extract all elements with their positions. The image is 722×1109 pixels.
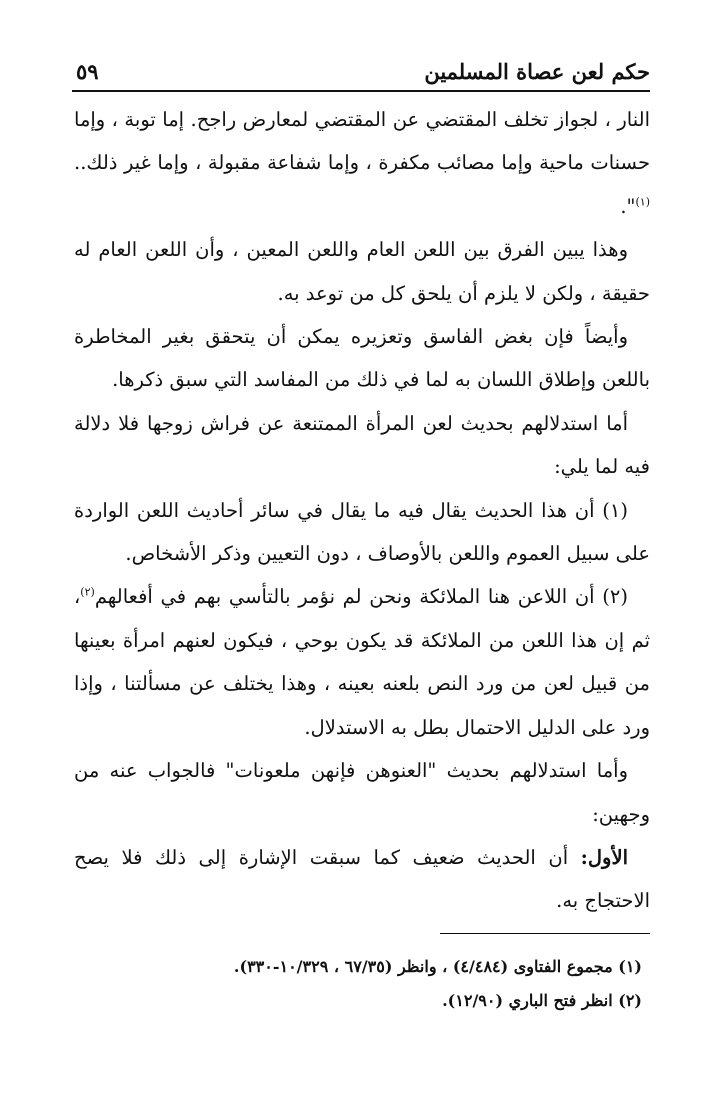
paragraph-8 [74,836,650,923]
footnote-2: (٢) انظر فتح الباري (١٢/٩٠). [442,991,642,1010]
paragraph-1-end: ". [620,194,636,218]
footnote-ref-1[interactable]: (١) [635,195,650,209]
paragraph-6-start: (٢) أن اللاعن هنا الملائكة ونحن لم نؤمر بالتأسي بهم في أفعالهم [94,585,628,609]
paragraph-6-end: ، ثم إن هذا اللعن من الملائكة قد يكون بوحي ، فيكون لعنهم امرأة بعينها من قبيل لعن من ورد النص بلعنه بعينه ، وهذا يختلف عن مسألتنا ، وإذا ورد على الدليل الاحتمال بطل به الاستدلال. [74,585,650,739]
paragraph-4: أما استدلالهم بحديث لعن المرأة الممتنعة عن فراش زوجها فلا دلالة فيه لما يلي: [74,411,650,479]
paragraph-1-text: النار ، لجواز تخلف المقتضي عن المقتضي لمعارض راجح. إما توبة ، وإما حسنات ماحية وإما مصائب مكفرة ، وإما شفاعة مقبولة ، وإما غير ذلك.. [74,108,650,175]
running-title: حكم لعن عصاة المسلمين [424,58,650,84]
footnote-divider [440,933,650,934]
paragraph-5: (١) أن هذا الحديث يقال فيه ما يقال في سائر أحاديث اللعن الواردة على سبيل العموم واللعن بالأوصاف ، دون التعيين وذكر الأشخاص. [74,498,650,566]
paragraph-2: وهذا يبين الفرق بين اللعن العام واللعن المعين ، وأن اللعن العام له حقيقة ، ولكن لا يلزم أن يلحق كل من توعد به. [74,238,650,305]
paragraph-8-text: أن الحديث ضعيف كما سبقت الإشارة إلى ذلك فلا يصح الاحتجاج به. [74,845,650,913]
paragraph-8-label: الأول: [580,845,628,869]
header-divider [72,90,650,92]
footnotes [74,950,642,1018]
paragraph-6 [74,575,650,749]
paragraph-3: وأيضاً فإن بغض الفاسق وتعزيره يمكن أن يتحقق بغير المخاطرة باللعن وإطلاق اللسان به لما في ذلك من المفاسد التي سبق ذكرها. [74,325,650,392]
paragraph-1 [74,98,650,228]
footnote-ref-2[interactable]: (٢) [80,585,95,599]
page-header [76,56,650,86]
footnote-1: (١) مجموع الفتاوى (٤/٤٨٤) ، وانظر (٦٧/٣٥ ، ١٠/٣٢٩-٣٣٠). [233,957,642,976]
paragraph-7: وأما استدلالهم بحديث "العنوهن فإنهن ملعونات" فالجواب عنه من وجهين: [74,759,650,826]
main-text [74,98,650,923]
page-number: ٥٩ [76,58,99,84]
